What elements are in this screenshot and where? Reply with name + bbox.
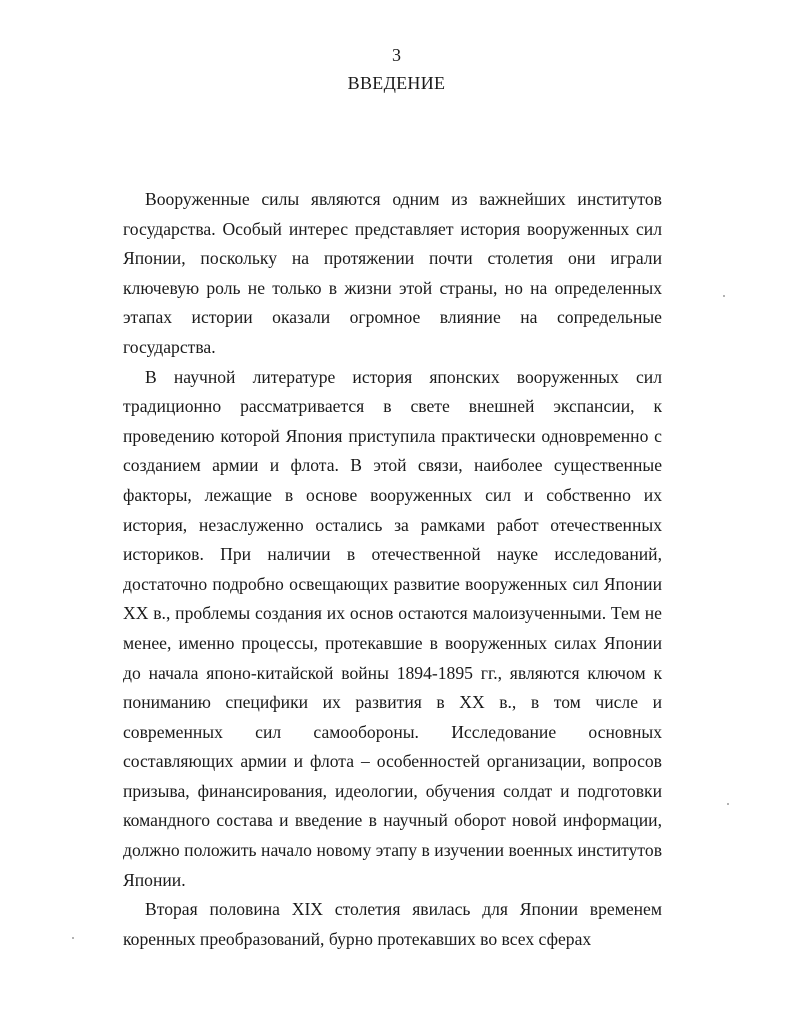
scan-speck [727, 803, 729, 805]
section-heading: ВВЕДЕНИЕ [347, 73, 446, 93]
scan-speck [72, 937, 74, 939]
paragraph-2: В научной литературе история японских вооруженных сил традиционно рассматривается в свете внешней экспансии, к проведению которой Япония приступила практически одновременно с созданием армии и флота. В этой связи, наиболее существенные факторы, лежащие в основе вооруженных сил и собственно их история, незаслуженно остались за рамками работ отечественных историков. При наличии в отечественной науке исследований, достаточно подробно освещающих развитие вооруженных сил Японии XX в., проблемы создания их основ остаются малоизученными. Тем не менее, именно процессы, протекавшие в вооруженных силах Японии до начала японо-китайской войны 1894-1895 гг., являются ключом к пониманию специфики их развития в XX в., в том числе и современных сил самообороны. Исследование основных составляющих армии и флота – особенностей организации, вопросов призыва, финансирования, идеологии, обучения солдат и подготовки командного состава и введение в научный оборот новой информации, должно положить начало новому этапу в изучении военных институтов Японии. [123, 366, 662, 890]
paragraph-1: Вооруженные силы являются одним из важнейших институтов государства. Особый интерес представляет история вооруженных сил Японии, поскольку на протяжении почти столетия они играли ключевую роль не только в жизни этой страны, но на определенных этапах истории оказали огромное влияние на сопредельные государства. [123, 189, 662, 357]
page-number: 3 [392, 45, 401, 65]
paragraph-3: Вторая половина XIX столетия явилась для Японии временем коренных преобразований, бурно протекавших во всех сферах [123, 899, 662, 949]
scan-speck [723, 295, 725, 297]
body-text [123, 185, 662, 954]
